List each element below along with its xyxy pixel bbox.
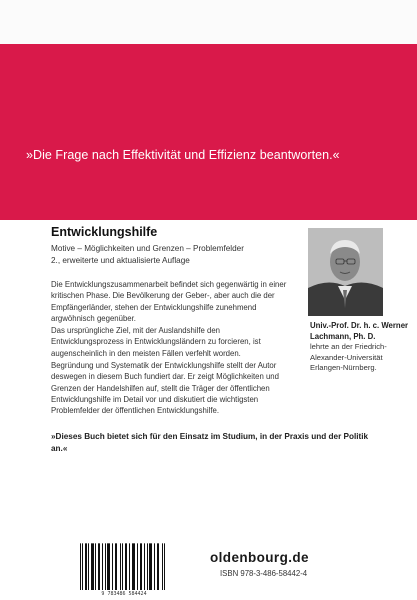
book-edition: 2., erweiterte und aktualisierte Auflage: [51, 256, 190, 265]
body-quote: »Dieses Buch bietet sich für den Einsatz im Studium, in der Praxis und der Politik an.«: [51, 432, 369, 453]
author-name: Univ.-Prof. Dr. h. c. Werner Lachmann, Ph. D.: [310, 321, 409, 341]
banner-quote: »Die Frage nach Effektivität und Effizienz beantworten.«: [26, 148, 340, 162]
author-info: [310, 321, 410, 374]
book-title: Entwicklungshilfe: [51, 225, 158, 239]
barcode-number: 9 783486 584424: [74, 590, 174, 598]
book-header: [51, 224, 286, 267]
author-photo: [308, 228, 383, 316]
body-paragraph-2: Das ursprüngliche Ziel, mit der Auslandshilfe den Entwicklungsprozess in Entwicklungsländern zu forcieren, ist augenscheinlich in den meisten Fällen verfehlt worden.: [51, 326, 261, 358]
body-paragraph-3: Begründung und Systematik der Entwicklungshilfe stellt der Autor deswegen in diesem Buch fundiert dar. Er zeigt Möglichkeiten und Grenzen der Handelshilfen auf, stellt die Träger der öffentlichen Entwicklungshilfe im Detail vor und diskutiert die wichtigsten Problemfelder der öffentlichen Entwicklungshilfe.: [51, 361, 279, 416]
isbn: ISBN 978-3-486-58442-4: [220, 569, 308, 578]
top-margin: [0, 0, 417, 44]
publisher-url[interactable]: oldenbourg.de: [210, 550, 309, 565]
author-portrait-icon: [308, 228, 383, 316]
red-banner: [0, 44, 417, 220]
barcode-icon: [74, 541, 174, 597]
body-paragraph-1: Die Entwicklungszusammenarbeit befindet sich gegenwärtig in einer kritischen Phase. Die Bevölkerung der Geber-, aber auch die der Empfängerländer, stehen der Entwicklungshilfe zunehmend argwöhnisch gegenüber.: [51, 280, 287, 323]
author-description: lehrte an der Friedrich-Alexander-Universität Erlangen-Nürnberg.: [310, 342, 387, 372]
book-subtitle: Motive – Möglichkeiten und Grenzen – Problemfelder: [51, 244, 244, 253]
